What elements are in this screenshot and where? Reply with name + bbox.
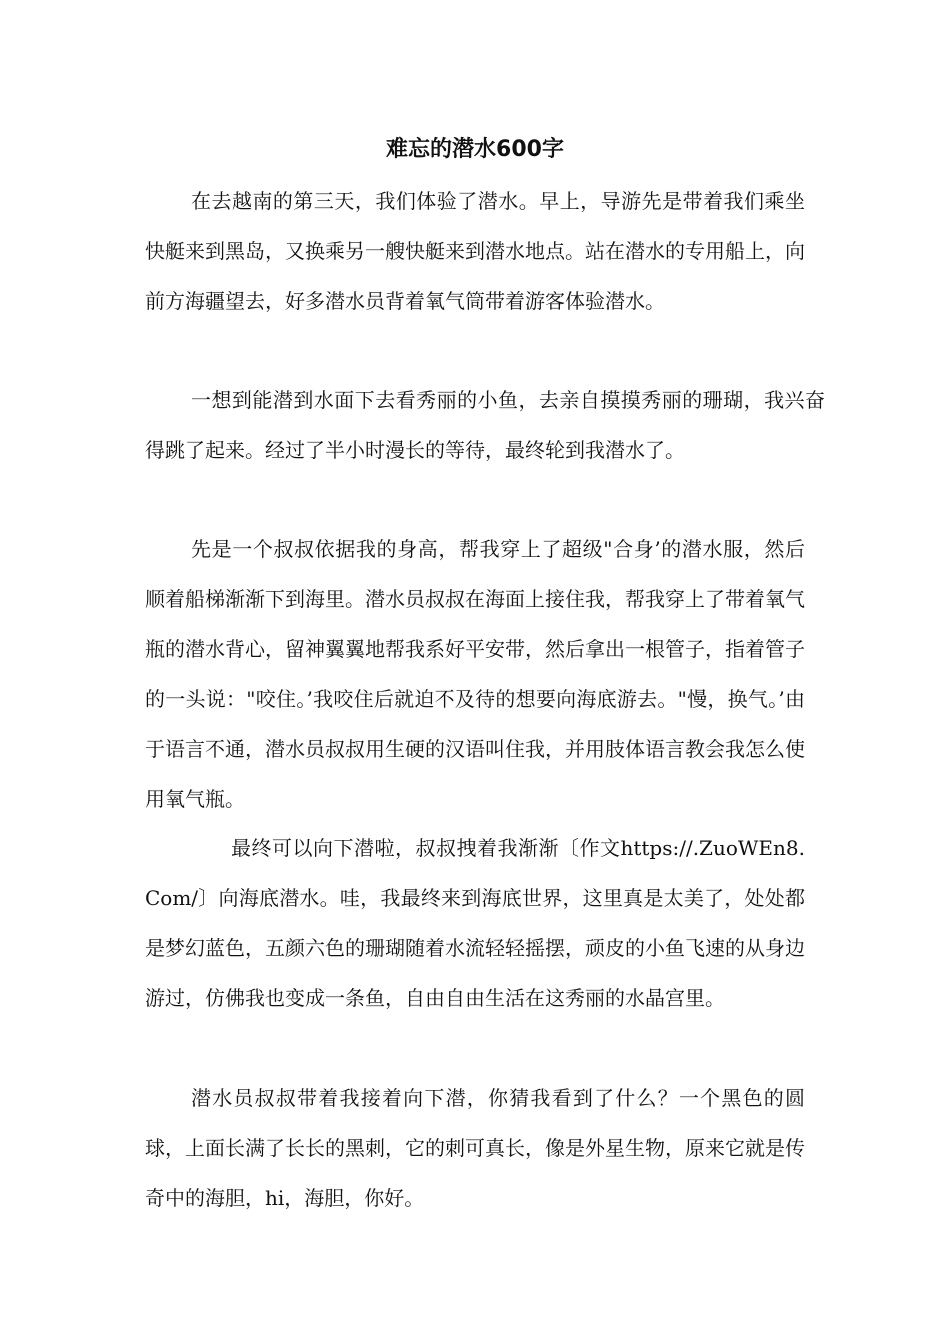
paragraph-4: 最终可以向下潜啦，叔叔拽着我渐渐〔作文https://.ZuoWEn8.Com/〕向海底潜水。哇，我最终来到海底世界，这里真是太美了，处处都是梦幻蓝色，五颜六色的珊瑚随着水流轻轻摇摆，顽皮的小鱼飞速的从身边游过，仿佛我也变成一条鱼，自由自由生活在这秀丽的水晶宫里。: [145, 836, 805, 1010]
paragraph-2: 一想到能潜到水面下去看秀丽的小鱼，去亲自摸摸秀丽的珊瑚，我兴奋得跳了起来。经过了半小时漫长的等待，最终轮到我潜水了。: [145, 388, 825, 462]
paragraph-3: 先是一个叔叔依据我的身高，帮我穿上了超级"合身’的潜水服，然后顺着船梯渐渐下到海里。潜水员叔叔在海面上接住我，帮我穿上了带着氧气瓶的潜水背心，留神翼翼地帮我系好平安带，然后拿出一根管子，指着管子的一头说："咬住。’我咬住后就迫不及待的想要向海底游去。"慢，换气。’由于语言不通，潜水员叔叔用生硬的汉语叫住我，并用肢体语言教会我怎么使用氧气瓶。: [145, 537, 805, 811]
page-title: 难忘的潜水600字: [386, 137, 564, 162]
paragraph-5: 潜水员叔叔带着我接着向下潜，你猜我看到了什么？一个黑色的圆球，上面长满了长长的黑刺，它的刺可真长，像是外星生物，原来它就是传奇中的海胆，hi，海胆，你好。: [145, 1086, 805, 1210]
paragraph-1: 在去越南的第三天，我们体验了潜水。早上，导游先是带着我们乘坐快艇来到黑岛，又换乘另一艘快艇来到潜水地点。站在潜水的专用船上，向前方海疆望去，好多潜水员背着氧气筒带着游客体验潜水。: [145, 189, 805, 313]
